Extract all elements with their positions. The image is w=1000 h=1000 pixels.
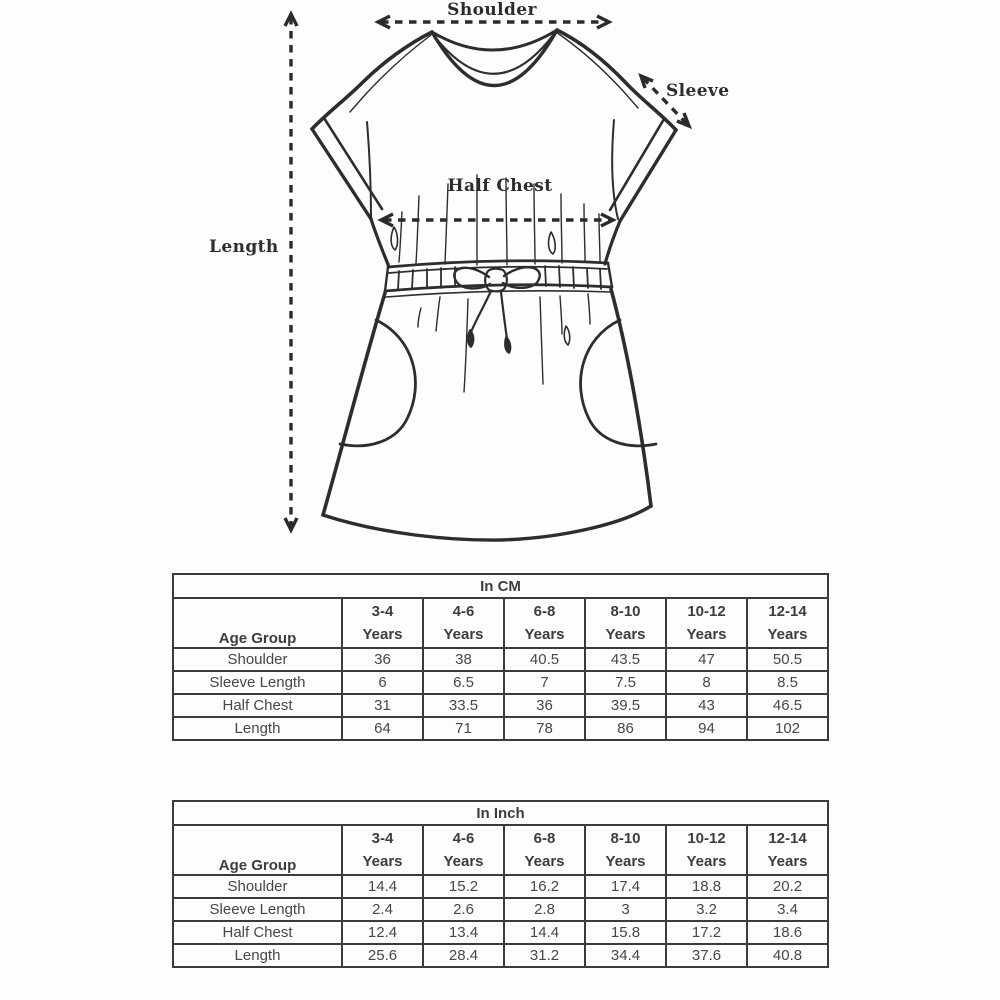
age-column-header-3-4: [342, 598, 423, 648]
age-column-header-3-4: [342, 825, 423, 875]
measure-value: 2.8: [504, 898, 585, 921]
table-title-row: [173, 574, 828, 598]
age-unit: Years: [686, 853, 727, 870]
age-unit: Years: [686, 626, 727, 643]
measure-value: 46.5: [747, 694, 828, 717]
table-title: In CM: [173, 574, 828, 598]
measure-value: 71: [423, 717, 504, 740]
age-column-header-4-6: [423, 825, 504, 875]
age-unit: Years: [524, 853, 565, 870]
age-unit: Years: [362, 626, 403, 643]
measure-row-half-chest: [173, 694, 828, 717]
measure-value: 39.5: [585, 694, 666, 717]
measure-value: 43: [666, 694, 747, 717]
measure-row-shoulder: [173, 875, 828, 898]
measure-value: 8.5: [747, 671, 828, 694]
measure-value: 25.6: [342, 944, 423, 967]
age-column-header-8-10: [585, 825, 666, 875]
measure-value: 33.5: [423, 694, 504, 717]
age-range: 8-10: [610, 830, 641, 847]
age-column-header-12-14: [747, 598, 828, 648]
measure-value: 37.6: [666, 944, 747, 967]
measure-value: 17.2: [666, 921, 747, 944]
measure-value: 50.5: [747, 648, 828, 671]
measure-name: Length: [173, 944, 342, 967]
age-range: 12-14: [768, 603, 807, 620]
size-table: [172, 573, 829, 741]
measure-value: 20.2: [747, 875, 828, 898]
measure-name: Sleeve Length: [173, 898, 342, 921]
measure-row-half-chest: [173, 921, 828, 944]
table-header-row: [173, 598, 828, 648]
measure-value: 6.5: [423, 671, 504, 694]
measure-value: 13.4: [423, 921, 504, 944]
sleeve-measure-label: Sleeve: [666, 81, 730, 101]
shoulder-measure-label: Shoulder: [447, 0, 537, 20]
age-range: 4-6: [452, 603, 475, 620]
measure-value: 47: [666, 648, 747, 671]
measure-value: 31.2: [504, 944, 585, 967]
measure-value: 6: [342, 671, 423, 694]
age-group-header: Age Group: [173, 825, 342, 875]
size-table-cm: [172, 573, 829, 741]
measure-value: 2.4: [342, 898, 423, 921]
age-range: 6-8: [533, 603, 556, 620]
measure-value: 18.8: [666, 875, 747, 898]
measure-value: 17.4: [585, 875, 666, 898]
age-range: 10-12: [687, 603, 726, 620]
age-range: 8-10: [610, 603, 641, 620]
age-range: 12-14: [768, 830, 807, 847]
table-header-row: [173, 825, 828, 875]
table-title: In Inch: [173, 801, 828, 825]
measure-row-sleeve-length: [173, 898, 828, 921]
measure-value: 14.4: [342, 875, 423, 898]
age-unit: Years: [605, 626, 646, 643]
measure-value: 40.5: [504, 648, 585, 671]
measure-value: 43.5: [585, 648, 666, 671]
measure-value: 94: [666, 717, 747, 740]
age-column-header-4-6: [423, 598, 504, 648]
measure-name: Shoulder: [173, 875, 342, 898]
age-unit: Years: [362, 853, 403, 870]
measure-value: 7: [504, 671, 585, 694]
size-table: [172, 800, 829, 968]
measure-value: 78: [504, 717, 585, 740]
measure-name: Shoulder: [173, 648, 342, 671]
measure-value: 18.6: [747, 921, 828, 944]
age-range: 3-4: [371, 830, 394, 847]
measure-row-length: [173, 717, 828, 740]
measure-value: 14.4: [504, 921, 585, 944]
measure-value: 38: [423, 648, 504, 671]
age-column-header-10-12: [666, 598, 747, 648]
measure-name: Half Chest: [173, 921, 342, 944]
age-column-header-6-8: [504, 825, 585, 875]
age-range: 4-6: [452, 830, 475, 847]
age-range: 3-4: [371, 603, 394, 620]
measure-name: Half Chest: [173, 694, 342, 717]
measure-value: 15.8: [585, 921, 666, 944]
measure-value: 102: [747, 717, 828, 740]
measure-value: 7.5: [585, 671, 666, 694]
age-unit: Years: [443, 626, 484, 643]
measure-row-sleeve-length: [173, 671, 828, 694]
measure-value: 3.2: [666, 898, 747, 921]
age-group-header: Age Group: [173, 598, 342, 648]
measure-value: 31: [342, 694, 423, 717]
age-unit: Years: [443, 853, 484, 870]
measure-value: 15.2: [423, 875, 504, 898]
measure-value: 16.2: [504, 875, 585, 898]
age-unit: Years: [767, 853, 808, 870]
measure-value: 36: [342, 648, 423, 671]
measure-name: Sleeve Length: [173, 671, 342, 694]
length-measure-label: Length: [209, 237, 279, 257]
age-range: 10-12: [687, 830, 726, 847]
measure-row-length: [173, 944, 828, 967]
measure-value: 3.4: [747, 898, 828, 921]
measure-value: 12.4: [342, 921, 423, 944]
age-unit: Years: [524, 626, 565, 643]
measure-value: 3: [585, 898, 666, 921]
measure-value: 34.4: [585, 944, 666, 967]
size-table-inch: [172, 800, 829, 968]
table-title-row: [173, 801, 828, 825]
measure-value: 64: [342, 717, 423, 740]
measure-row-shoulder: [173, 648, 828, 671]
age-column-header-12-14: [747, 825, 828, 875]
age-column-header-8-10: [585, 598, 666, 648]
age-unit: Years: [767, 626, 808, 643]
measure-value: 40.8: [747, 944, 828, 967]
measure-value: 8: [666, 671, 747, 694]
age-unit: Years: [605, 853, 646, 870]
age-column-header-10-12: [666, 825, 747, 875]
measure-value: 86: [585, 717, 666, 740]
measure-value: 36: [504, 694, 585, 717]
measure-value: 28.4: [423, 944, 504, 967]
age-column-header-6-8: [504, 598, 585, 648]
measure-name: Length: [173, 717, 342, 740]
half-chest-measure-label: Half Chest: [447, 176, 553, 196]
age-range: 6-8: [533, 830, 556, 847]
measure-value: 2.6: [423, 898, 504, 921]
